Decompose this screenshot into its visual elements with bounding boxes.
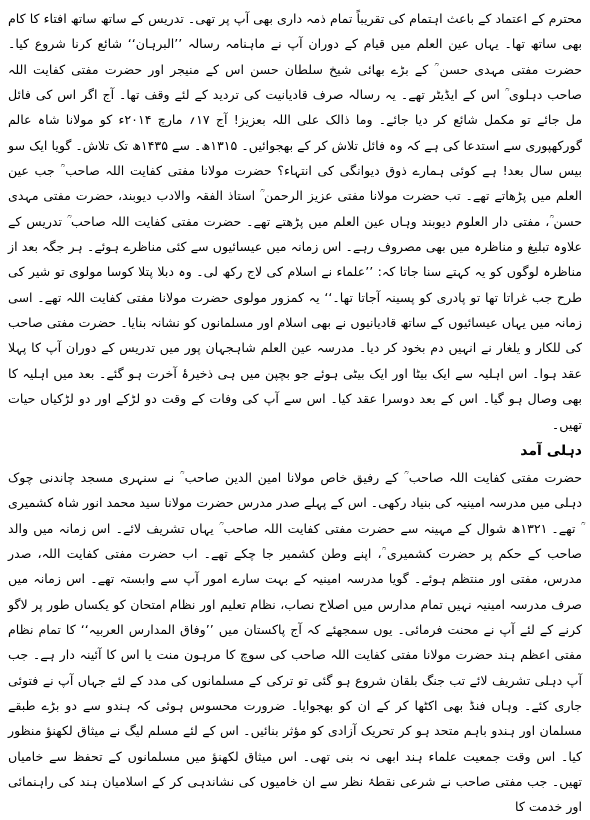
body-paragraph-1: محترم کے اعتماد کے باعث اہتمام کی تقریباً تمام ذمہ داری بھی آپ پر تھی۔ تدریس کے ساتھ ساتھ افتاء کا کام بھی ساتھ تھا۔ یہاں عین العلم میں قیام کے دوران آپ نے ماہنامہ رسالہ ’’البرہان‘‘ شائع کرنا شروع کیا۔ حضرت مفتی مہدی حسن ؒ کے بڑے بھائی شیخ سلطان حسن اس کے منیجر اور حضرت مفتی کفایت اللہ صاحب دہلوی ؒ اس کے ایڈیٹر تھے۔ یہ رسالہ صرف قادیانیت کی تردید کے لئے وقف تھا۔ آج اگر اس کی فائل مل جائے تو مکمل شائع کر دیا جائے۔ وما ذالک علی اللہ بعزیز! آج ۱۷؍ مارچ ۲۰۱۴ء کو مولانا شاہ عالم گورکھپوری سے استدعا کی ہے کہ وہ فائل تلاش کر کے بھجوائیں۔ ۱۳۱۵ھ۔ سے ۱۴۳۵ھ تک تلاش۔ گویا ایک سو بیس سال بعد! ہے کوئی ہمارے ذوق دیوانگی کی انتہاء؟ حضرت مولانا مفتی کفایت اللہ صاحب ؒ جب عین العلم میں پڑھاتے تھے۔ تب حضرت مولانا مفتی عزیز الرحمن ؒ استاذ الفقہ والادب دیوبند، حضرت مفتی مہدی حسن ؒ، مفتی دار العلوم دیوبند وہاں عین العلم میں پڑھتے تھے۔ حضرت مفتی کفایت اللہ صاحب ؒ تدریس کے علاوہ تبلیغ و مناظرہ میں بھی مصروف رہے۔ اس زمانہ میں عیسائیوں سے کئی مناظرے ہوئے۔ ہر جگہ بعد از مناظرہ لوگوں کو یہ کہتے سنا جاتا کہ: ’’علماء نے اسلام کی لاج رکھ لی۔ وہ دبلا پتلا کوسا مولوی تو شیر کی طرح جب غراتا تھا تو پادری کو پسینہ آجاتا تھا۔‘‘ یہ کمزور مولوی حضرت مولانا مفتی کفایت اللہ تھے۔ اسی زمانہ میں یہاں عیسائیوں کے ساتھ قادیانیوں نے بھی اسلام اور مسلمانوں کو نشانہ بنایا۔ حضرت مفتی صاحب کی للکار و یلغار نے انہیں دم بخود کر دیا۔ مدرسہ عین العلم شاہجہان پور میں تدریس کے دوران آپ کا پہلا عقد ہوا۔ اس اہلیہ سے ایک بیٹا اور ایک بیٹی ہوئے جو بچپن میں ہی ذخیرۂ آخرت ہو گئے۔ بعد میں اہلیہ کا بھی وصال ہو گیا۔ اس کے بعد دوسرا عقد کیا۔ اس سے آپ کی وفات کے وقت دو لڑکے اور دو لڑکیاں حیات تھیں۔	[8, 11, 582, 432]
body-paragraph-2: حضرت مفتی کفایت اللہ صاحب ؒ کے رفیق خاص مولانا امین الدین صاحب ؒ نے سنہری مسجد چاندنی چوک دہلی میں مدرسہ امینیہ کی بنیاد رکھی۔ اس کے پہلے صدر مدرس حضرت مولانا سید محمد انور شاہ کشمیری ؒ تھے۔ ۱۳۲۱ھ شوال کے مہینہ سے حضرت مفتی کفایت اللہ صاحب ؒ یہاں تشریف لائے۔ اس زمانہ میں والد صاحب کے حکم پر حضرت کشمیری ؒ، اپنے وطن کشمیر جا چکے تھے۔ اب حضرت مفتی کفایت اللہ، صدر مدرس، مفتی اور منتظم ہوئے۔ گویا مدرسہ امینیہ کے بہت سارے امور آپ سے وابستہ تھے۔ اس زمانہ میں صرف مدرسہ امینیہ نہیں تمام مدارس میں اصلاح نصاب، نظام تعلیم اور نظام امتحان کو یکساں طور پر لاگو کرنے کے لئے آپ نے محنت فرمائی۔ یوں سمجھئے کہ آج پاکستان میں ’’وفاق المدارس العربیہ‘‘ کا تمام نظام مفتی اعظم ہند حضرت مولانا مفتی کفایت اللہ صاحب کی سوچ کا مرہون منت یا اس کا آئینہ دار ہے۔ جب آپ دہلی تشریف لائے تب جنگ بلقان شروع ہو گئی تو ترکی کے مسلمانوں کی مدد کے لئے جہاں آپ نے فتوئی جاری کئے۔ وہاں فنڈ بھی اکٹھا کر کے ان کو بھجوایا۔ ضرورت محسوس ہوئی کہ ہندو سے دو بڑے طبقے مسلمان اور ہندو باہم متحد ہو کر تحریک آزادی کو مؤثر بنائیں۔ اس کے لئے مسلم لیگ نے میثاق لکھنؤ منظور کیا۔ اس وقت جمعیت علماء ہند ابھی نہ بنی تھی۔ اس میثاق لکھنؤ میں مسلمانوں کے تحفظ سے خامیاں تھیں۔ جب مفتی صاحب نے شرعی نقطۂ نظر سے ان خامیوں کی نشاندہی کر کے اسلامیان ہند کی راہنمائی اور خدمت کا	[8, 469, 583, 815]
section-heading: دہلی آمد	[520, 442, 582, 459]
